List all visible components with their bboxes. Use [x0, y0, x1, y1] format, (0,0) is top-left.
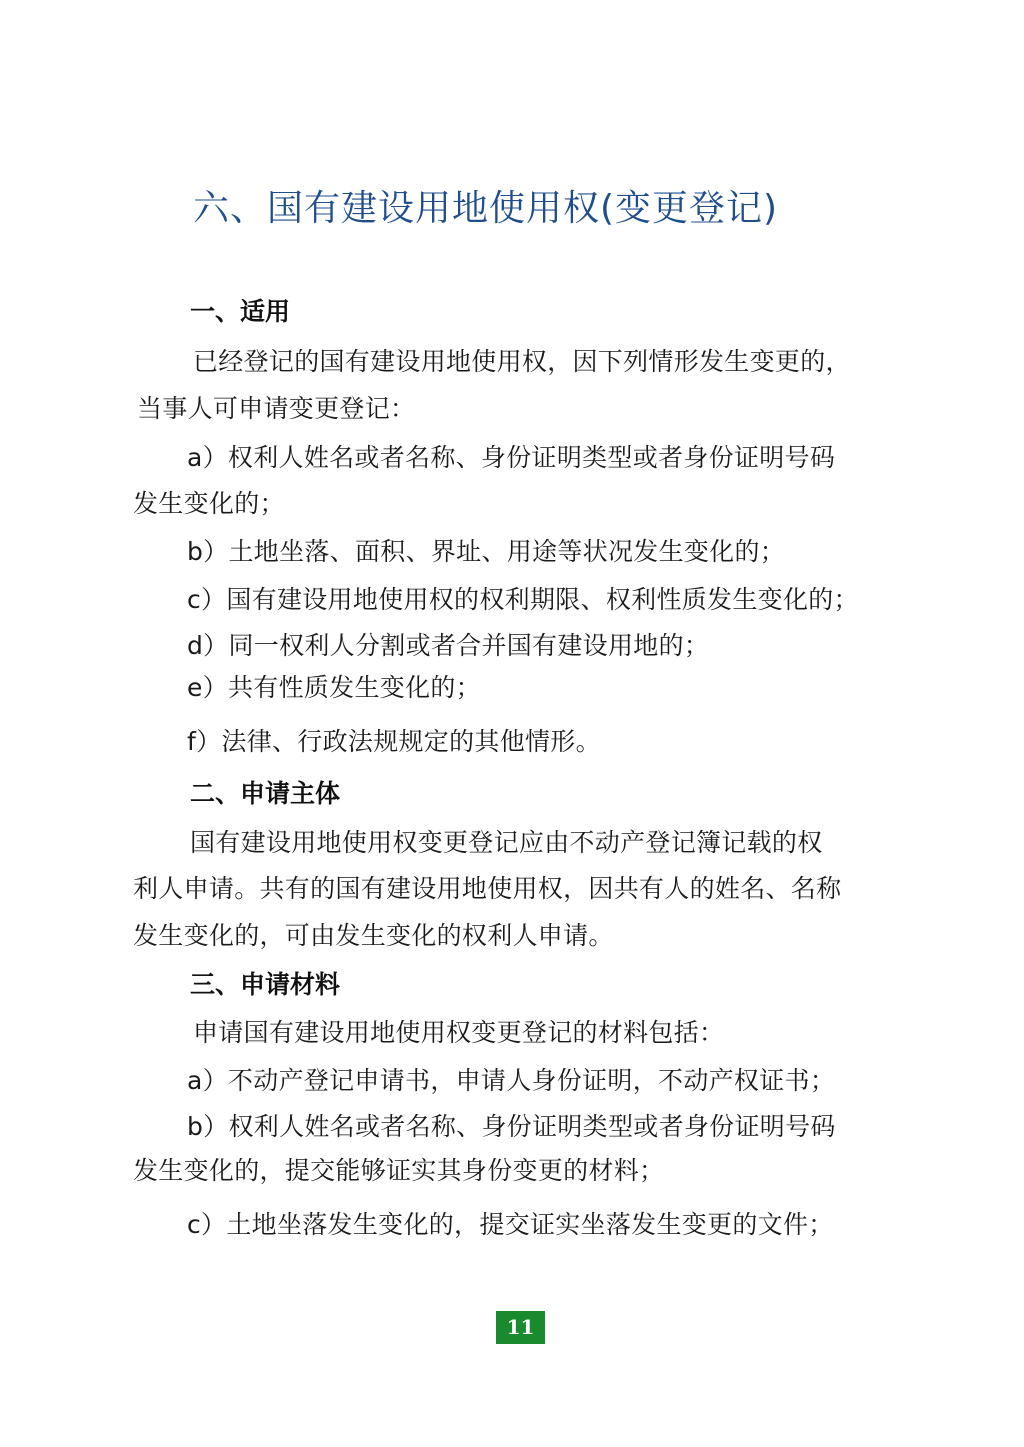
- list-item: f）法律、行政法规规定的其他情形。: [187, 727, 601, 756]
- paragraph-line: 当事人可申请变更登记：: [137, 394, 416, 423]
- list-item: b）权利人姓名或者名称、身份证明类型或者身份证明号码: [187, 1112, 836, 1141]
- list-item: a）不动产登记申请书，申请人身份证明，不动产权证书；: [187, 1066, 836, 1095]
- list-item: c）国有建设用地使用权的权利期限、权利性质发生变化的；: [187, 585, 859, 614]
- paragraph-line: 已经登记的国有建设用地使用权，因下列情形发生变更的，: [193, 347, 851, 376]
- paragraph-line: 利人申请。共有的国有建设用地使用权，因共有人的姓名、名称: [133, 874, 842, 903]
- page-number: 11: [496, 1311, 545, 1344]
- paragraph-line: 国有建设用地使用权变更登记应由不动产登记簿记载的权: [190, 828, 823, 857]
- section-heading-materials: 三、申请材料: [190, 970, 341, 999]
- paragraph-line: 申请国有建设用地使用权变更登记的材料包括：: [193, 1018, 725, 1047]
- list-item: e）共有性质发生变化的；: [187, 673, 481, 702]
- list-item-continuation: 发生变化的，提交能够证实其身份变更的材料；: [133, 1156, 665, 1185]
- list-item-continuation: 发生变化的；: [133, 489, 285, 518]
- page-title: 六、国有建设用地使用权(变更登记): [193, 188, 779, 229]
- section-heading-applicant: 二、申请主体: [190, 779, 341, 808]
- list-item: d）同一权利人分割或者合并国有建设用地的；: [187, 631, 710, 660]
- list-item: b）土地坐落、面积、界址、用途等状况发生变化的；: [187, 537, 786, 566]
- section-heading-applicability: 一、适用: [190, 297, 291, 326]
- paragraph-line: 发生变化的，可由发生变化的权利人申请。: [133, 921, 614, 950]
- list-item: c）土地坐落发生变化的，提交证实坐落发生变更的文件；: [187, 1210, 834, 1239]
- list-item: a）权利人姓名或者名称、身份证明类型或者身份证明号码: [187, 443, 836, 472]
